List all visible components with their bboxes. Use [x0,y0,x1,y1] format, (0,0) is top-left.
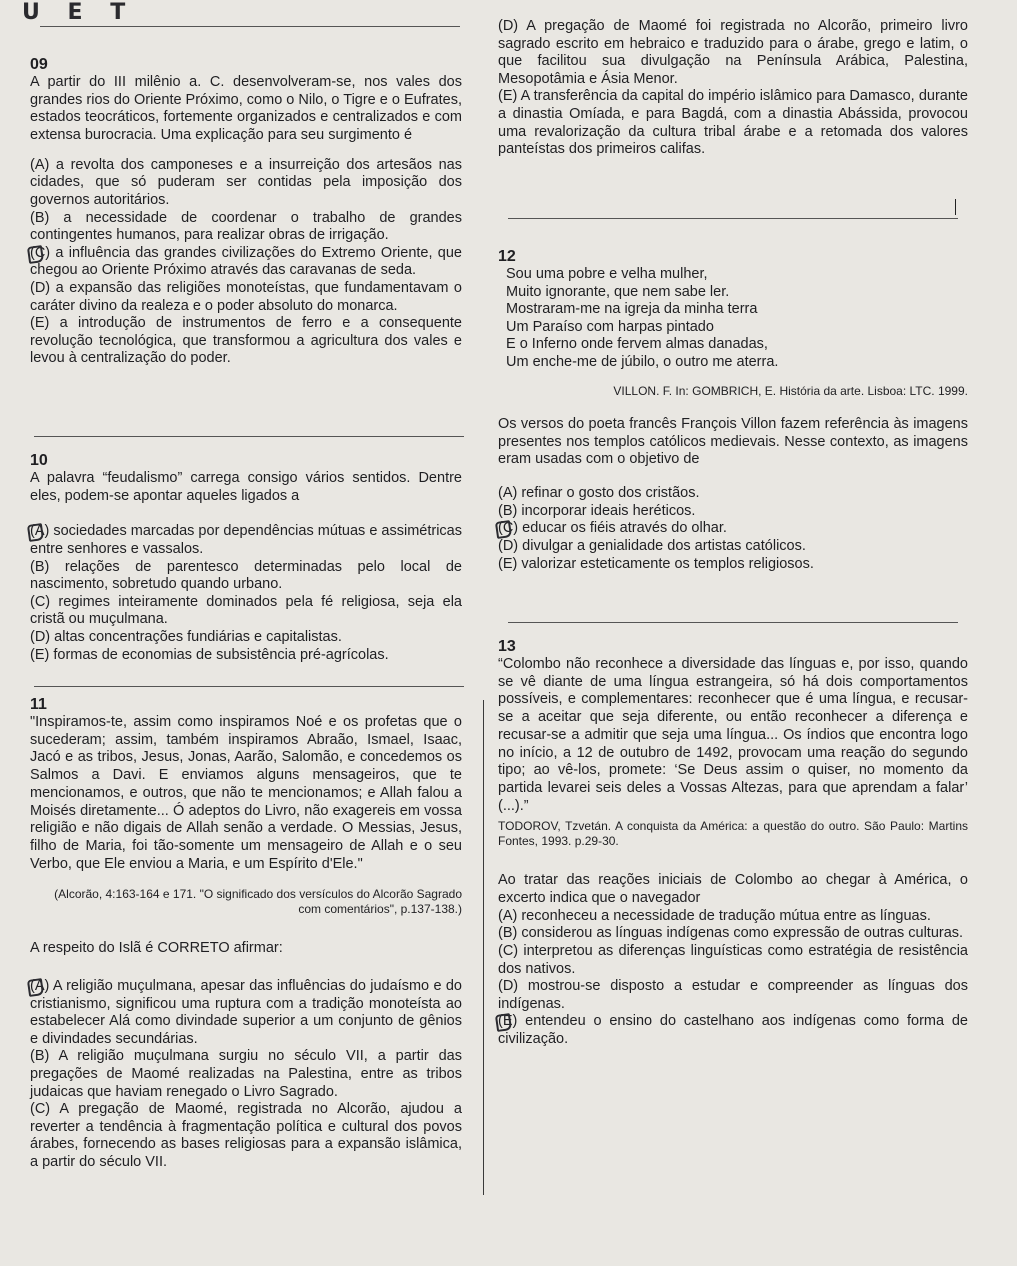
option-b[interactable]: (B) relações de parentesco determinadas pelo local de nascimento, sobretudo quando urbano. [30,558,462,593]
question-prompt: A partir do III milênio a. C. desenvolveram-se, nos vales dos grandes rios do Oriente Próximo, como o Nilo, o Tigre e o Eufrates, estados teocráticos, fortemente organizados e centralizados e com extensa burocracia. Uma explicação para seu surgimento é [30,74,462,144]
option-b[interactable]: (B) incorporar ideais heréticos. [498,502,696,519]
question-number: 10 [30,452,48,469]
question-11-continued [498,0,968,159]
poem-source: VILLON. F. In: GOMBRICH, E. História da arte. Lisboa: LTC. 1999. [613,383,968,398]
question-prompt: Os versos do poeta francês François Villon fazem referência às imagens presentes nos templos católicos medievais. Nesse contexto, as imagens eram usadas com o objetivo de [498,416,968,468]
question-prompt: Ao tratar das reações iniciais de Colombo ao chegar à América, o excerto indica que o navegador [498,872,968,907]
option-b[interactable]: (B) a necessidade de coordenar o trabalho de grandes contingentes humanos, para realizar obras de irrigação. [30,209,462,244]
option-d[interactable]: (D) A pregação de Maomé foi registrada no Alcorão, primeiro livro sagrado escrito em hebraico e traduzido para o árabe, grego e latim, o que facilitou sua divulgação na Península Arábica, Palestina, Mesopotâmia e Ásia Menor. [498,18,968,87]
option-d[interactable]: (D) altas concentrações fundiárias e capitalistas. [30,628,342,645]
poem-line: Mostraram-me na igreja da minha terra [506,301,758,318]
question-11 [30,696,462,1170]
option-e[interactable]: (E) formas de economias de subsistência pré-agrícolas. [30,646,389,663]
question-13 [498,638,968,1048]
option-c-start[interactable]: (C) A pregação de Maomé, registrada no Alcorão, ajudou a reverter a tendência à fragmentação política e cultural dos povos árabes, fornecendo as bases religiosas para a expansão islâmica, a partir do século VII. [30,1101,462,1170]
text-cursor-mark [955,199,956,215]
option-c[interactable]: (C) interpretou as diferenças linguísticas como estratégia de resistência dos nativos. [498,942,968,977]
question-quote: “Colombo não reconhece a diversidade das línguas e, por isso, quando se vê diante de uma língua estrangeira, só há dois comportamentos possíveis, e complementares: reconhecer que é uma língua, e recusar-se a aceitar que seja diferente, ou então reconhecer a diferença e recusar-se a admitir que seja uma língua... Os índios que encontra logo no início, a 12 de outubro de 1492, provocam uma reação do segundo tipo; ao vê-los, promete: ‘Se Deus assim o quiser, no momento da partida levarei seis deles a Vossas Altezas, para que aprendam a falar’ (...).” [498,656,968,814]
option-a[interactable]: (A) A religião muçulmana, apesar das influências do judaísmo e do cristianismo, significou uma ruptura com a tradição monoteísta ao estabelecer Alá como divindade superior a um conjunto de gênios e divindades secundárias. [30,978,462,1047]
option-d[interactable]: (D) mostrou-se disposto a estudar e compreender as línguas dos indígenas. [498,978,968,1012]
poem-line: E o Inferno onde fervem almas danadas, [506,336,768,353]
poem-line: Um enche-me de júbilo, o outro me aterra. [506,353,779,370]
question-quote: "Inspiramos-te, assim como inspiramos Noé e os profetas que o sucederam; assim, também inspiramos Abraão, Ismael, Isaac, Jacó e as tribos, Jesus, Jonas, Aarão, Salomão, e concedemos os Salmos a Davi. E enviamos alguns mensageiros, que te mencionamos, e outros, que não te mencionamos; e Allah falou a Moisés diretamente... Ó adeptos do Livro, não exagereis em vossa religião e não digais de Allah senão a verdade. O Messias, Jesus, filho de Maria, foi tão-somente um mensageiro de Allah e o seu Verbo, que Ele enviou a Maria, e um Espírito d'Ele." [30,714,462,872]
poem-line: Um Paraíso com harpas pintado [506,318,714,335]
divider [508,622,958,623]
option-e[interactable]: (E) valorizar esteticamente os templos religiosos. [498,555,814,572]
option-b[interactable]: (B) A religião muçulmana surgiu no século VII, a partir das pregações de Maomé realizadas na Palestina, entre as tribos judaicas que haviam renegado o Livro Sagrado. [30,1048,462,1100]
option-e[interactable]: (E) A transferência da capital do império islâmico para Damasco, durante a dinastia Omíada, e para Bagdá, com a dinastia Abássida, provocou uma revalorização da cultura tribal árabe e a retomada dos valores panteístas dos primeiros califas. [498,88,968,158]
option-e[interactable]: (E) entendeu o ensino do castelhano aos indígenas como forma de civilização. [498,1013,968,1047]
quote-source: (Alcorão, 4:163-164 e 171. "O significado dos versículos do Alcorão Sagrado com comentários", p.137-138.) [54,887,462,916]
option-b[interactable]: (B) considerou as línguas indígenas como expressão de outras culturas. [498,925,964,942]
option-d[interactable]: (D) divulgar a genialidade dos artistas católicos. [498,537,806,554]
option-c[interactable]: (C) a influência das grandes civilizações do Extremo Oriente, que chegou ao Oriente Próximo através das caravanas de seda. [30,244,462,279]
option-a[interactable]: (A) reconheceu a necessidade de tradução mútua entre as línguas. [498,907,931,924]
option-a[interactable]: (A) sociedades marcadas por dependências mútuas e assimétricas entre senhores e vassalos. [30,523,462,557]
option-c[interactable]: (C) educar os fiéis através do olhar. [498,520,968,538]
option-e[interactable]: (E) a introdução de instrumentos de ferro e a consequente revolução tecnológica, que transformou a agricultura dos vales e levou à centralização do poder. [30,315,462,367]
option-d[interactable]: (D) a expansão das religiões monoteístas, que fundamentavam o caráter divino da realeza e o poder absoluto do monarca. [30,279,462,314]
poem [498,266,968,372]
quote-source: TODOROV, Tzvetán. A conquista da América: a questão do outro. São Paulo: Martins Fontes, 1993. p.29-30. [498,819,968,848]
divider [508,218,958,219]
poem-line: Muito ignorante, que nem sabe ler. [506,283,730,300]
question-number: 09 [30,56,48,73]
divider [34,686,464,687]
option-a[interactable]: (A) refinar o gosto dos cristãos. [498,485,700,502]
question-10 [30,452,462,664]
question-09 [30,56,462,368]
option-c[interactable]: (C) regimes inteiramente dominados pela fé religiosa, seja ela cristã ou muçulmana. [30,593,462,628]
poem-line: Sou uma pobre e velha mulher, [506,266,708,282]
question-number: 13 [498,638,516,655]
question-number: 12 [498,248,516,265]
divider [34,436,464,437]
question-12 [498,248,968,573]
divider [40,26,460,27]
option-a[interactable]: (A) a revolta dos camponeses e a insurreição dos artesãos nas cidades, que só puderam ser contidas pela imposição dos governos autoritários. [30,156,462,208]
question-prompt: A palavra “feudalismo” carrega consigo vários sentidos. Dentre eles, podem-se apontar aqueles ligados a [30,470,462,504]
page-header: U E T [22,0,136,25]
question-prompt: A respeito do Islã é CORRETO afirmar: [30,940,283,957]
question-number: 11 [30,696,47,713]
column-divider [483,700,484,1195]
